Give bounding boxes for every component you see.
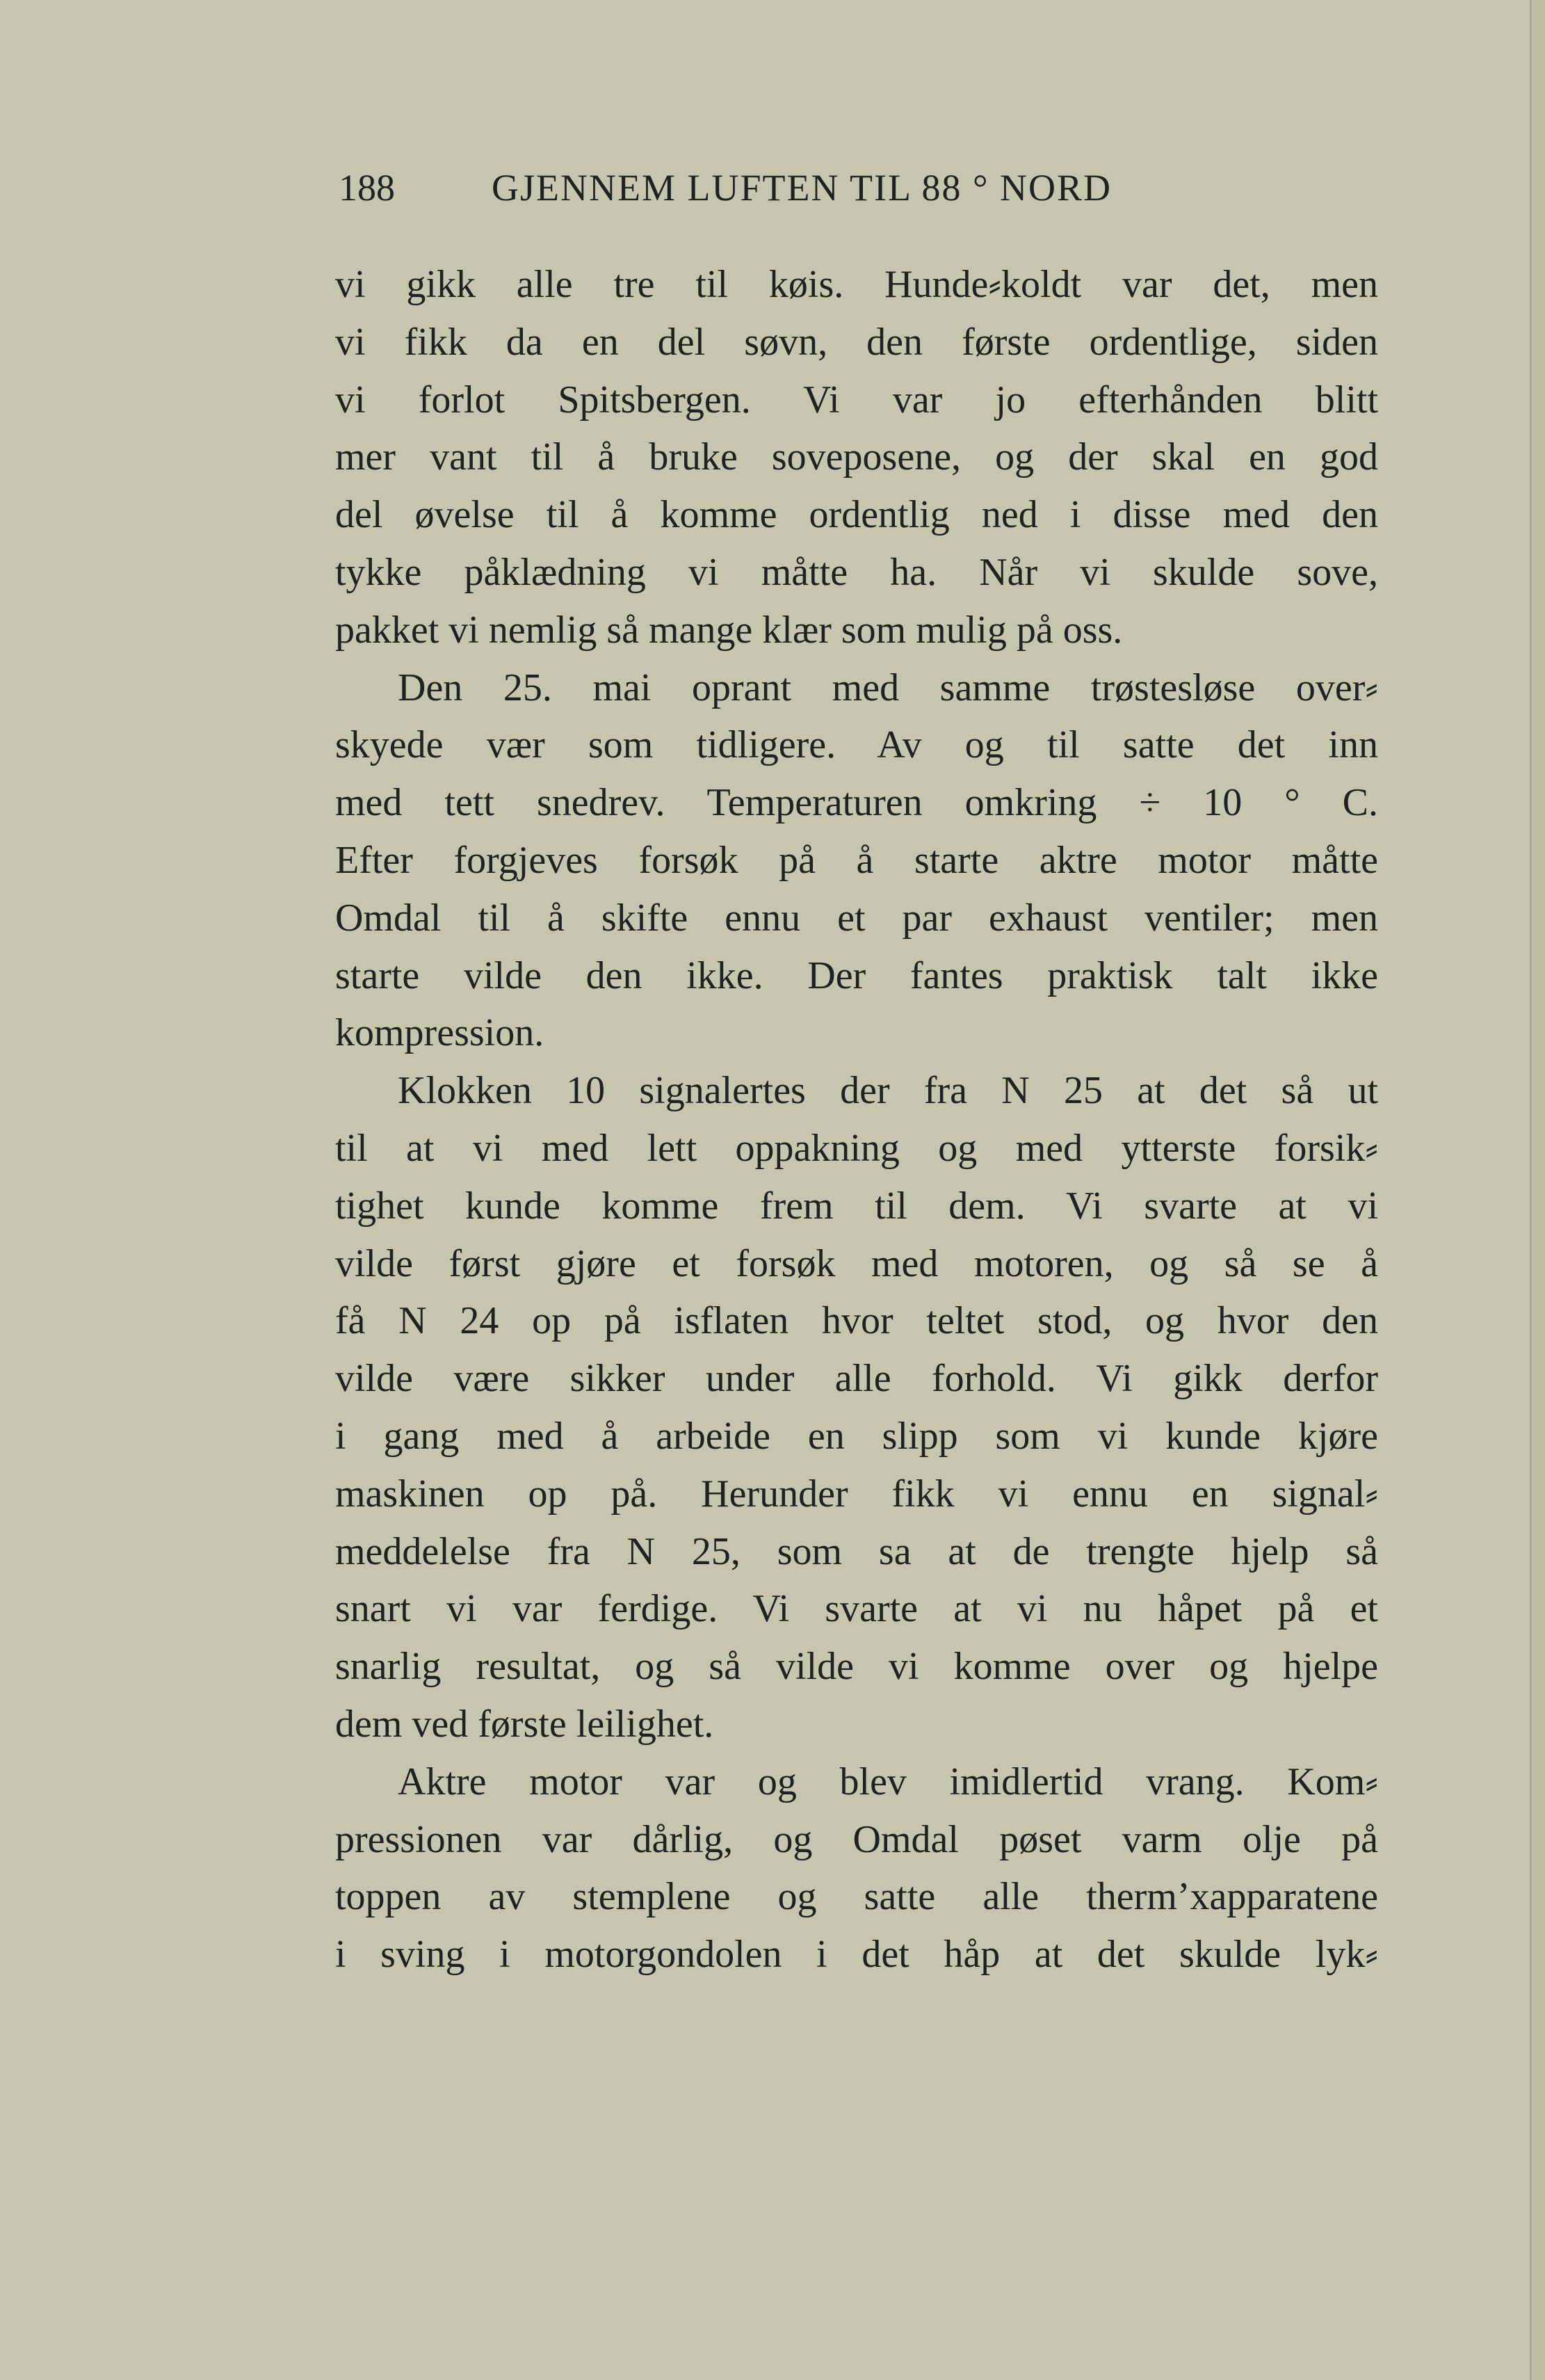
text-line: vilde være sikker under alle forhold. Vi gikk derfor bbox=[335, 1357, 1378, 1401]
text-line: snarlig resultat, og så vilde vi komme over og hjelpe bbox=[335, 1645, 1378, 1689]
text-line: til at vi med lett oppakning og med ytterste forsik⸗ bbox=[335, 1126, 1378, 1170]
text-line: Omdal til å skifte ennu et par exhaust ventiler; men bbox=[335, 896, 1378, 940]
text-line: toppen av stemplene og satte alle therm’xapparatene bbox=[335, 1875, 1378, 1919]
text-line: pressionen var dårlig, og Omdal pøset varm olje på bbox=[335, 1817, 1378, 1861]
text-line: vilde først gjøre et forsøk med motoren, og så se å bbox=[335, 1241, 1378, 1285]
page-number: 188 bbox=[339, 167, 395, 209]
text-line: vi gikk alle tre til køis. Hunde⸗koldt var det, men bbox=[335, 263, 1378, 306]
text-line: Efter forgjeves forsøk på å starte aktre motor måtte bbox=[335, 838, 1378, 882]
text-line: tighet kunde komme frem til dem. Vi svarte at vi bbox=[335, 1184, 1378, 1228]
running-header bbox=[339, 169, 1243, 207]
text-line: Aktre motor var og blev imidlertid vrang. Kom⸗ bbox=[398, 1760, 1378, 1803]
text-line: kompression. bbox=[335, 1011, 544, 1055]
text-line: Klokken 10 signalertes der fra N 25 at det så ut bbox=[398, 1069, 1378, 1113]
text-line: dem ved første leilighet. bbox=[335, 1702, 714, 1746]
text-line: starte vilde den ikke. Der fantes praktisk talt ikke bbox=[335, 954, 1378, 997]
body-text bbox=[335, 256, 1378, 1984]
text-line: del øvelse til å komme ordentlig ned i disse med den bbox=[335, 493, 1378, 537]
text-line: meddelelse fra N 25, som sa at de trengte hjelp så bbox=[335, 1529, 1378, 1573]
text-line: i sving i motorgondolen i det håp at det skulde lyk⸗ bbox=[335, 1933, 1378, 1977]
text-line: skyede vær som tidligere. Av og til satte det inn bbox=[335, 723, 1378, 767]
text-line: i gang med å arbeide en slipp som vi kunde kjøre bbox=[335, 1414, 1378, 1458]
text-line: snart vi var ferdige. Vi svarte at vi nu håpet på et bbox=[335, 1587, 1378, 1631]
running-title: GJENNEM LUFTEN TIL 88 ° NORD bbox=[492, 167, 1113, 209]
text-line: få N 24 op på isflaten hvor teltet stod, og hvor den bbox=[335, 1299, 1378, 1343]
text-line: Den 25. mai oprant med samme trøstesløse over⸗ bbox=[398, 666, 1378, 709]
text-line: tykke påklædning vi måtte ha. Når vi skulde sove, bbox=[335, 550, 1378, 594]
text-line: med tett snedrev. Temperaturen omkring ÷ 10 ° C. bbox=[335, 781, 1378, 825]
page-edge bbox=[1530, 0, 1545, 2380]
text-line: maskinen op på. Herunder fikk vi ennu en signal⸗ bbox=[335, 1472, 1378, 1515]
text-line: pakket vi nemlig så mange klær som mulig på oss. bbox=[335, 608, 1123, 652]
text-line: mer vant til å bruke soveposene, og der skal en god bbox=[335, 435, 1378, 479]
text-line: vi fikk da en del søvn, den første ordentlige, siden bbox=[335, 320, 1378, 364]
text-line: vi forlot Spitsbergen. Vi var jo efterhånden blitt bbox=[335, 378, 1378, 421]
